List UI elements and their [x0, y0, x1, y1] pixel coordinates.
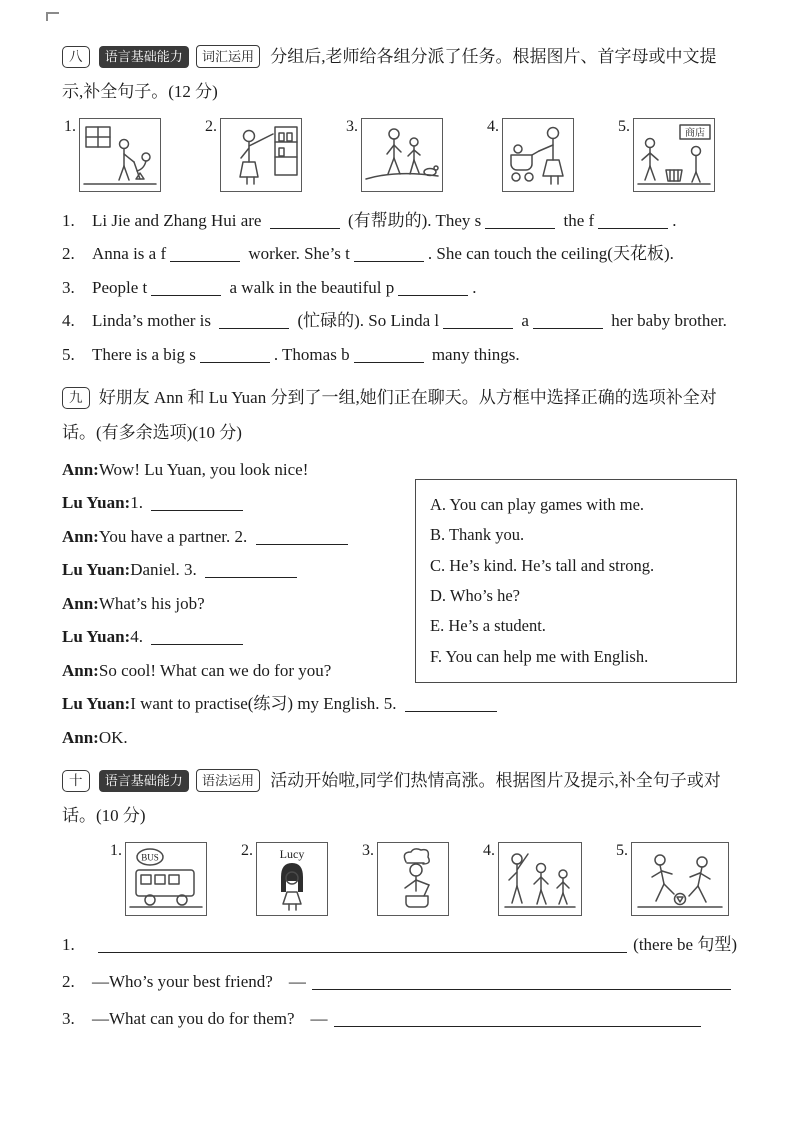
speaker-name: Ann:: [62, 459, 99, 479]
sec10-image-children: [498, 842, 582, 916]
dialogue-line: [62, 721, 737, 754]
section-8-skill-badge: 语言基础能力: [99, 46, 189, 68]
sec8-image-park-walk: [361, 118, 443, 192]
fill-blank-sentence: [62, 204, 737, 237]
corner-crop-mark: [46, 12, 59, 21]
answer-blank[interactable]: [598, 228, 668, 229]
sec8-image-kids-cleaning: [79, 118, 161, 192]
sec10-figure-4: [483, 842, 582, 916]
sentence-text: (忙碌的). So Linda l: [293, 311, 440, 331]
answer-blank[interactable]: [312, 989, 731, 990]
sec8-figure-2: [205, 118, 302, 192]
sentence-text: her baby brother.: [606, 311, 727, 331]
dialogue-text: I want to practise(练习) my English. 5.: [130, 694, 401, 714]
sentence-text: the f: [559, 210, 595, 230]
sec8-image-tall-worker: [220, 118, 302, 192]
answer-blank[interactable]: [219, 328, 289, 329]
sentence-text: a walk in the beautiful p: [225, 277, 395, 297]
kids-cleaning-illustration: [82, 122, 158, 188]
section-9-instructions: 好朋友 Ann 和 Lu Yuan 分到了一组,她们正在聊天。从方框中选择正确的选项补全对话。(有多余选项)(10 分): [62, 388, 717, 442]
sec10-question-2: [62, 965, 737, 999]
sec10-image-cook: [377, 842, 449, 916]
section-10-skill-badge: 语言基础能力: [99, 770, 189, 792]
option-item: D. Who’s he?: [430, 585, 520, 605]
sentence-text: People t: [92, 277, 148, 297]
figure-number: 5.: [616, 841, 628, 859]
sentence-text: . Thomas b: [273, 344, 350, 364]
sentence-text: many things.: [427, 344, 520, 364]
sec8-image-row: [64, 118, 737, 192]
sentence-number: 1.: [62, 210, 75, 230]
sec8-figure-5: [618, 118, 715, 192]
figure-number: 5.: [618, 117, 630, 135]
dialogue-text: So cool! What can we do for you?: [98, 660, 332, 680]
answer-blank[interactable]: [205, 577, 297, 578]
speaker-name: Ann:: [62, 727, 99, 747]
options-list: [430, 490, 726, 672]
question-number: 1.: [62, 934, 75, 954]
answer-blank[interactable]: [405, 711, 497, 712]
figure-number: 1.: [110, 841, 122, 859]
answer-blank[interactable]: [151, 510, 243, 511]
fill-blank-sentence: [62, 237, 737, 270]
shop-illustration: [636, 122, 712, 188]
answer-blank[interactable]: [334, 1026, 701, 1027]
dialogue-text: What’s his job?: [98, 593, 205, 613]
cook-illustration: [380, 846, 446, 912]
option-item: A. You can play games with me.: [430, 494, 645, 514]
sec8-figure-4: [487, 118, 574, 192]
answer-blank[interactable]: [270, 228, 340, 229]
sec8-figure-3: [346, 118, 443, 192]
section-8-sub-badge: 词汇运用: [196, 45, 260, 68]
sec10-image-lucy: [256, 842, 328, 916]
dialogue-text: OK.: [98, 727, 128, 747]
answer-blank[interactable]: [151, 644, 243, 645]
figure-number: 4.: [483, 841, 495, 859]
sentence-text: a: [517, 311, 529, 331]
speaker-name: Ann:: [62, 660, 99, 680]
question-2-text: —Who’s your best friend?: [92, 971, 273, 991]
sentence-text: .: [672, 210, 677, 230]
bus-sign-text: BUS: [141, 852, 159, 863]
sec8-sentence-list: [62, 204, 737, 371]
sec10-figure-2: [241, 842, 328, 916]
answer-blank[interactable]: [200, 362, 270, 363]
answer-blank[interactable]: [533, 328, 603, 329]
option-item: E. He’s a student.: [430, 616, 546, 636]
sentence-number: 4.: [62, 311, 75, 331]
figure-number: 3.: [362, 841, 374, 859]
sentence-text: (有帮助的). They s: [343, 210, 482, 230]
sentence-text: Li Jie and Zhang Hui are: [92, 210, 266, 230]
sec10-image-row: [110, 842, 737, 916]
dialogue-text: Daniel. 3.: [130, 560, 202, 580]
answer-blank[interactable]: [151, 295, 221, 296]
speaker-name: Lu Yuan:: [62, 627, 131, 647]
section-10-header: [62, 764, 737, 834]
bus-illustration: [128, 846, 204, 912]
answer-blank[interactable]: [354, 261, 424, 262]
sec10-question-3: [62, 1002, 737, 1036]
sentence-text: . She can touch the ceiling(天花板).: [427, 244, 674, 264]
speaker-name: Ann:: [62, 526, 99, 546]
answer-dash: —: [310, 1008, 328, 1028]
sec8-image-mother-stroller: [502, 118, 574, 192]
sec8-figure-1: [64, 118, 161, 192]
speaker-name: Ann:: [62, 593, 99, 613]
park-walk-illustration: [364, 122, 440, 188]
answer-blank[interactable]: [354, 362, 424, 363]
fill-blank-sentence: [62, 338, 737, 371]
speaker-name: Lu Yuan:: [62, 694, 131, 714]
sentence-text: Anna is a f: [92, 244, 167, 264]
section-10-instructions: 活动开始啦,同学们热情高涨。根据图片及提示,补全句子或对话。(10 分): [62, 771, 721, 825]
answer-blank[interactable]: [398, 295, 468, 296]
tall-worker-illustration: [223, 122, 299, 188]
fill-blank-sentence: [62, 271, 737, 304]
section-10-sub-badge: 语法运用: [196, 769, 260, 792]
sec9-body: [62, 453, 737, 754]
answer-blank[interactable]: [98, 952, 627, 953]
sec10-figure-5: [616, 842, 729, 916]
dialogue-line: [62, 687, 737, 720]
sentence-text: Linda’s mother is: [92, 311, 216, 331]
sentence-number: 2.: [62, 244, 75, 264]
question-3-text: —What can you do for them?: [92, 1008, 295, 1028]
dialogue-text: 1.: [130, 493, 148, 513]
sec8-image-shop: [633, 118, 715, 192]
dialogue-text: Wow! Lu Yuan, you look nice!: [98, 459, 309, 479]
option-item: F. You can help me with English.: [430, 646, 649, 666]
dialogue-text: You have a partner. 2.: [98, 526, 252, 546]
answer-blank[interactable]: [256, 544, 348, 545]
shop-sign-text: 商店: [685, 127, 705, 139]
sentence-text: .: [472, 277, 477, 297]
question-1-hint: (there be 句型): [633, 934, 737, 954]
figure-number: 2.: [205, 117, 217, 135]
figure-number: 2.: [241, 841, 253, 859]
question-number: 3.: [62, 1008, 75, 1028]
section-8-header: [62, 40, 737, 110]
children-illustration: [501, 846, 579, 912]
answer-blank[interactable]: [443, 328, 513, 329]
sentence-number: 3.: [62, 277, 75, 297]
lucy-illustration: [259, 846, 325, 912]
section-8-instructions: 分组后,老师给各组分派了任务。根据图片、首字母或中文提示,补全句子。(12 分): [62, 47, 717, 101]
question-number: 2.: [62, 971, 75, 991]
sentence-text: worker. She’s t: [244, 244, 350, 264]
section-9-header: [62, 381, 737, 451]
options-box: [415, 479, 737, 683]
fill-blank-sentence: [62, 304, 737, 337]
sec10-image-football: [631, 842, 729, 916]
football-illustration: [634, 846, 726, 912]
sentence-text: There is a big s: [92, 344, 196, 364]
speaker-name: Lu Yuan:: [62, 493, 131, 513]
sec10-image-bus: [125, 842, 207, 916]
sec10-figure-1: [110, 842, 207, 916]
sentence-number: 5.: [62, 344, 75, 364]
section-10-grammar: [62, 764, 737, 1036]
sec10-figure-3: [362, 842, 449, 916]
figure-number: 3.: [346, 117, 358, 135]
answer-blank[interactable]: [485, 228, 555, 229]
answer-dash: —: [288, 971, 306, 991]
sec10-question-1: [62, 928, 737, 962]
speaker-name: Lu Yuan:: [62, 560, 131, 580]
mother-stroller-illustration: [505, 122, 571, 188]
figure-number: 1.: [64, 117, 76, 135]
dialogue-text: 4.: [130, 627, 148, 647]
answer-blank[interactable]: [170, 261, 240, 262]
section-9-number-badge: 九: [62, 387, 90, 410]
section-9-dialogue: [62, 381, 737, 754]
option-item: C. He’s kind. He’s tall and strong.: [430, 555, 655, 575]
lucy-label-text: Lucy: [279, 846, 305, 861]
figure-number: 4.: [487, 117, 499, 135]
section-8-number-badge: 八: [62, 46, 90, 69]
option-item: B. Thank you.: [430, 525, 525, 545]
section-10-number-badge: 十: [62, 770, 90, 793]
section-8-vocabulary: [62, 40, 737, 371]
